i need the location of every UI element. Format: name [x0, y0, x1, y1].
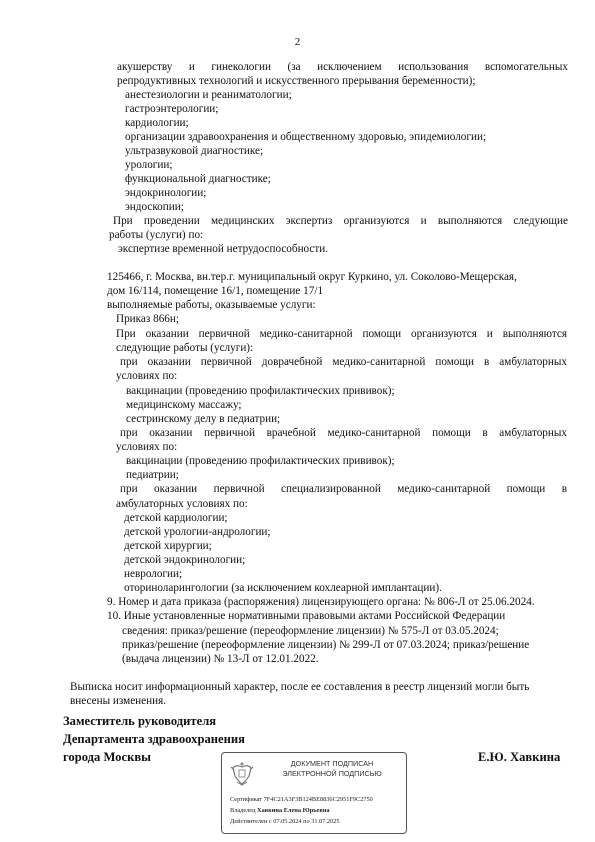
body-line: сведения: приказ/решение (переоформление лицензии) № 575-Л от 03.05.2024; [122, 625, 499, 637]
body-line: анестезиологии и реаниматологии; [125, 89, 292, 101]
body-line: 10. Иные установленные нормативными правовыми актами Российской Федерации [107, 610, 506, 622]
stamp-certificate: Сертификат 7F4C21A3F3B124BE8836C2951F9C2750 [230, 796, 373, 803]
body-line: дом 16/114, помещение 16/1, помещение 17/1 [107, 285, 324, 297]
body-line: условиях по: [116, 441, 178, 453]
body-line: кардиологии; [125, 117, 189, 129]
body-line: функциональной диагностике; [125, 173, 271, 185]
stamp-header-line-2: ЭЛЕКТРОННОЙ ПОДПИСЬЮ [282, 769, 382, 778]
body-line: выполняемые работы, оказываемые услуги: [107, 299, 316, 311]
body-line: акушерству и гинекологии (за исключением использования вспомогательных [117, 61, 568, 73]
body-line: репродуктивных технологий и искусственного прерывания беременности); [117, 75, 476, 87]
body-line: детской хирургии; [124, 540, 212, 552]
signatory-name: Е.Ю. Хавкина [478, 750, 561, 764]
body-line: Выписка носит информационный характер, после ее составления в реестр лицензий могли быть [70, 681, 530, 693]
body-line: При оказании первичной медико-санитарной помощи организуются и выполняются [116, 328, 567, 340]
body-line: внесены изменения. [70, 695, 167, 707]
body-line: медицинскому массажу; [126, 399, 242, 411]
body-line: (выдача лицензии) № 13-Л от 12.01.2022. [122, 653, 319, 665]
body-line: ультразвуковой диагностике; [125, 145, 264, 157]
signatory-title-line-3: города Москвы [63, 750, 151, 764]
body-line: вакцинации (проведению профилактических прививок); [126, 455, 395, 467]
electronic-signature-stamp [221, 752, 407, 834]
stamp-owner: Владелец Хавкина Елена Юрьевна [230, 807, 330, 814]
body-line: урологии; [125, 159, 173, 171]
page-number: 2 [294, 36, 301, 48]
body-line: организации здравоохранения и общественному здоровью, эпидемиологии; [125, 131, 487, 143]
stamp-validity: Действителен с 07.05.2024 по 31.07.2025 [230, 818, 340, 825]
body-line: При проведении медицинских экспертиз организуются и выполняются следующие [113, 215, 568, 227]
body-line: при оказании первичной доврачебной медико-санитарной помощи в амбулаторных [120, 356, 567, 368]
body-line: эндокринологии; [125, 187, 207, 199]
coat-of-arms-icon [229, 759, 255, 787]
body-line: педиатрии; [126, 469, 179, 481]
body-line: приказ/решение (переоформление лицензии) № 299-Л от 07.03.2024; приказ/решение [122, 639, 530, 651]
body-line: Приказ 866н; [116, 313, 179, 325]
body-line: условиях по: [116, 370, 178, 382]
body-line: оториноларингологии (за исключением кохлеарной имплантации). [124, 582, 442, 594]
body-line: при оказании первичной врачебной медико-санитарной помощи в амбулаторных [120, 427, 567, 439]
body-line: сестринскому делу в педиатрии; [126, 413, 281, 425]
body-line: работы (услуги) по: [109, 229, 204, 241]
body-line: следующие работы (услуги): [116, 342, 254, 354]
body-line: неврологии; [124, 568, 183, 580]
signatory-title-line-1: Заместитель руководителя [63, 714, 217, 728]
body-line: детской эндокринологии; [124, 554, 246, 566]
body-line: вакцинации (проведению профилактических прививок); [126, 385, 395, 397]
body-line: 9. Номер и дата приказа (распоряжения) лицензирующего органа: № 806-Л от 25.06.2024. [107, 596, 535, 608]
body-line: детской кардиологии; [124, 512, 228, 524]
body-line: при оказании первичной специализированной медико-санитарной помощи в [120, 483, 567, 495]
signatory-title-line-2: Департамента здравоохранения [63, 732, 245, 746]
stamp-header [260, 759, 404, 779]
body-line: амбулаторных условиях по: [116, 498, 248, 510]
body-line: гастроэнтерологии; [125, 103, 219, 115]
body-line: эндоскопии; [125, 201, 184, 213]
body-line: экспертизе временной нетрудоспособности. [118, 243, 329, 255]
body-line: 125466, г. Москва, вн.тер.г. муниципальный округ Куркино, ул. Соколово-Мещерская, [107, 271, 517, 283]
stamp-header-line-1: ДОКУМЕНТ ПОДПИСАН [290, 759, 374, 768]
body-line: детской урологии-андрологии; [124, 526, 271, 538]
